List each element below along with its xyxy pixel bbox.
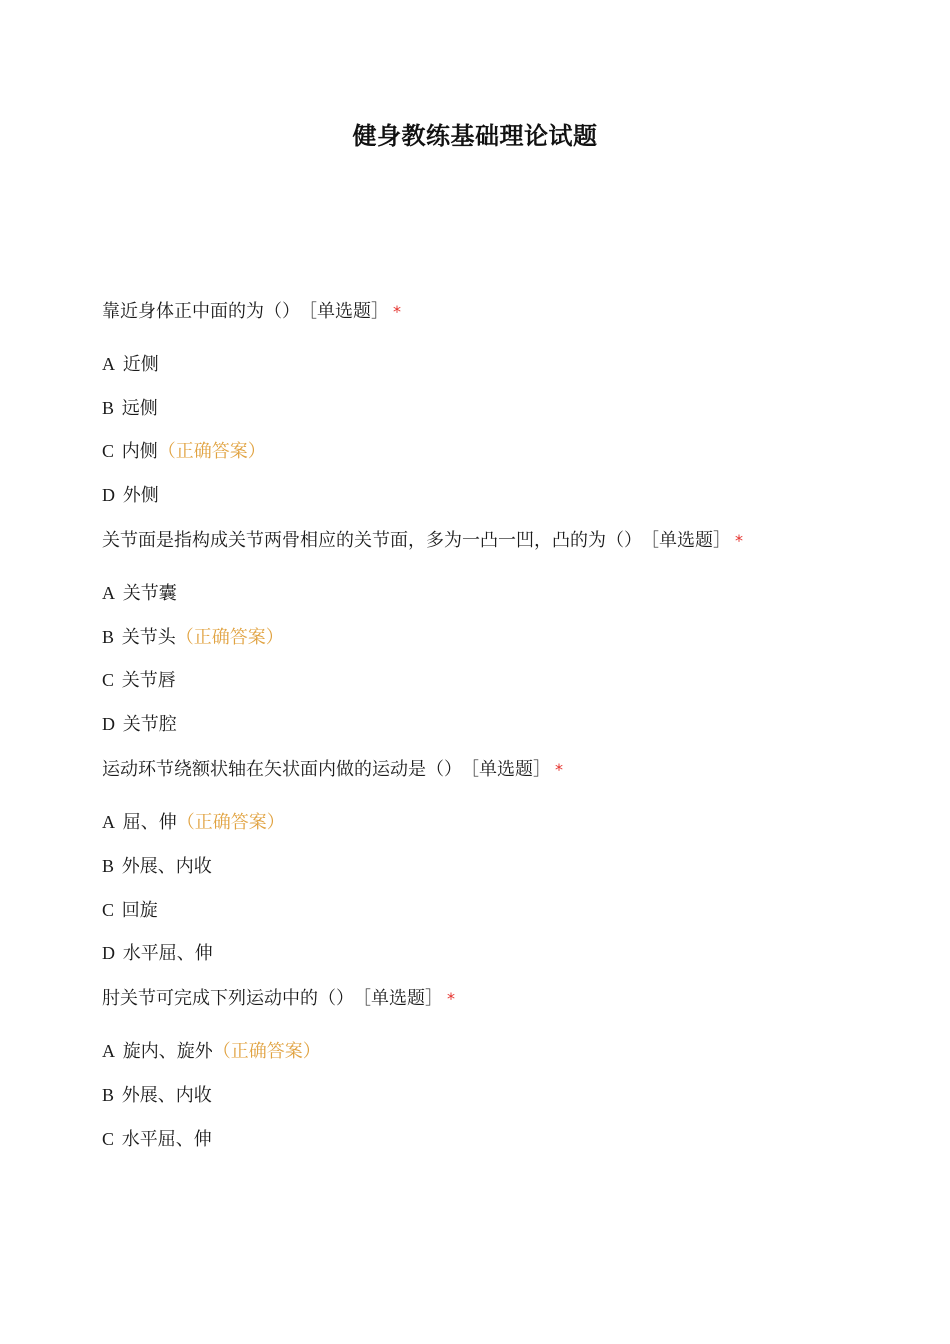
option-text: 外展、内收: [121, 855, 212, 877]
option-d: [102, 937, 882, 969]
option-text: 关节腔: [122, 714, 177, 736]
option-d: [102, 708, 882, 740]
question-type: ［单选题］: [650, 530, 731, 552]
option-b: [102, 850, 882, 882]
question-text: 运动环节绕额状轴在矢状面内做的运动是（）: [102, 759, 462, 781]
option-text: 水平屈、伸: [122, 943, 213, 965]
document-title: 健身教练基础理论试题: [352, 122, 598, 150]
required-mark: *: [555, 760, 563, 780]
option-text: 外展、内收: [121, 1084, 212, 1106]
question-2: [102, 525, 882, 740]
correct-answer-note: （正确答案）: [212, 1041, 321, 1063]
option-a: [102, 348, 882, 380]
option-text: 水平屈、伸: [121, 1128, 212, 1150]
question-1: [102, 296, 882, 511]
option-a: [102, 806, 882, 838]
option-b: [102, 392, 882, 424]
option-text: 内侧: [121, 441, 158, 463]
option-letter: B: [102, 626, 115, 647]
option-b: [102, 621, 882, 653]
required-mark: *: [393, 302, 401, 321]
option-letter: C: [102, 441, 115, 462]
question-4: [102, 983, 882, 1154]
correct-answer-note: （正确答案）: [175, 626, 284, 648]
option-letter: B: [102, 1084, 115, 1105]
option-letter: C: [102, 1128, 115, 1149]
question-type: ［单选题］: [470, 759, 551, 781]
question-stem: [102, 754, 882, 786]
option-text: 远侧: [121, 397, 158, 419]
question-text: 靠近身体正中面的为（）: [102, 301, 300, 322]
question-stem: [102, 296, 882, 328]
option-text: 关节囊: [122, 583, 177, 605]
option-d: [102, 479, 882, 511]
option-a: [102, 1035, 882, 1067]
question-list: [102, 296, 882, 1169]
question-stem: [102, 983, 882, 1015]
option-text: 外侧: [122, 485, 159, 507]
question-3: [102, 754, 882, 969]
option-text: 屈、伸: [122, 812, 177, 834]
option-letter: A: [102, 1041, 115, 1062]
correct-answer-note: （正确答案）: [157, 441, 266, 463]
option-letter: C: [102, 899, 115, 920]
required-mark: *: [735, 531, 743, 551]
question-type: ［单选题］: [308, 301, 389, 322]
question-text: 关节面是指构成关节两骨相应的关节面，多为一凸一凹，凸的为（）: [102, 530, 642, 552]
option-a: [102, 577, 882, 609]
option-c: [102, 894, 882, 926]
option-c: [102, 435, 882, 467]
question-stem: [102, 525, 882, 557]
question-text: 肘关节可完成下列运动中的（）: [102, 988, 354, 1010]
option-b: [102, 1079, 882, 1111]
option-letter: C: [102, 670, 115, 691]
option-text: 关节头: [121, 626, 176, 648]
option-letter: B: [102, 855, 115, 876]
option-c: [102, 664, 882, 696]
option-text: 旋内、旋外: [122, 1041, 213, 1063]
option-c: [102, 1123, 882, 1155]
option-letter: A: [102, 812, 115, 833]
option-letter: B: [102, 397, 115, 418]
option-text: 近侧: [122, 354, 159, 375]
option-letter: A: [102, 354, 115, 374]
option-text: 回旋: [121, 899, 158, 921]
option-letter: D: [102, 943, 115, 964]
option-text: 关节唇: [121, 670, 176, 692]
option-letter: D: [102, 714, 115, 735]
option-letter: D: [102, 485, 115, 506]
required-mark: *: [447, 989, 455, 1009]
correct-answer-note: （正确答案）: [176, 812, 285, 834]
option-letter: A: [102, 583, 115, 604]
question-type: ［单选题］: [362, 988, 443, 1010]
